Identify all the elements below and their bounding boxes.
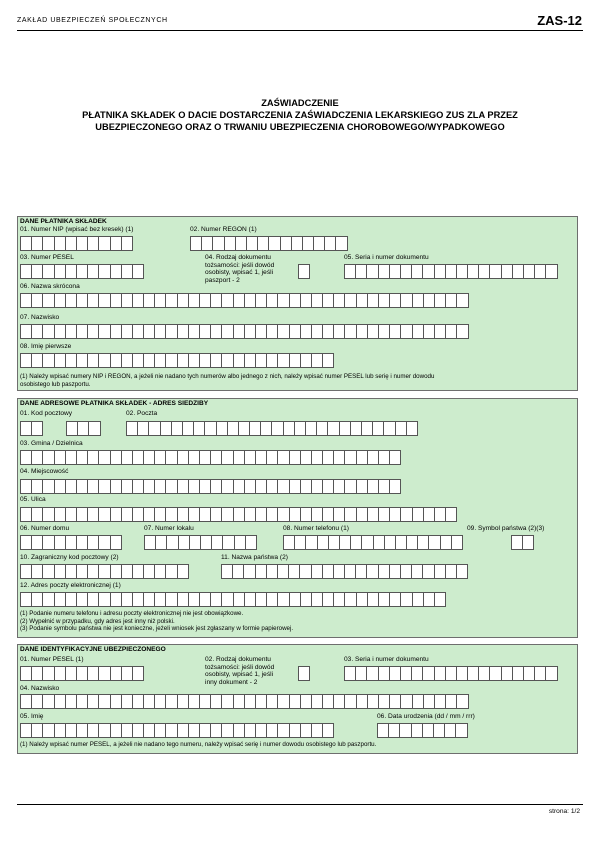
label-country-name: 11. Nazwa państwa (2) xyxy=(221,554,288,561)
section-title: DANE ADRESOWE PŁATNIKA SKŁADEK - ADRES SIEDZIBY xyxy=(20,400,209,407)
short-name-field[interactable] xyxy=(20,293,468,308)
label-phone: 08. Numer telefonu (1) xyxy=(283,525,349,532)
char-box[interactable] xyxy=(31,421,43,436)
footer-divider xyxy=(17,804,583,805)
label-insured-document-type: 02. Rodzaj dokumentu tożsamości: jeśli dowód osobisty, wpisać 1, jeśli inny dokument - 2 xyxy=(205,656,275,686)
label-first-name: 08. Imię pierwsze xyxy=(20,343,72,350)
document-type-field[interactable] xyxy=(298,264,309,279)
label-document-type: 04. Rodzaj dokumentu tożsamości: jeśli dowód osobisty, wpisać 1, jeśli paszport - 2 xyxy=(205,254,275,284)
char-box[interactable] xyxy=(121,236,133,251)
country-name-field[interactable] xyxy=(221,564,467,579)
label-insured-surname: 04. Nazwisko xyxy=(20,685,60,692)
char-box[interactable] xyxy=(298,264,310,279)
apartment-number-field[interactable] xyxy=(144,535,256,550)
insured-surname-field[interactable] xyxy=(20,694,468,709)
char-box[interactable] xyxy=(132,264,144,279)
label-insured-document-number: 03. Seria i numer dokumentu xyxy=(344,656,429,663)
label-foreign-postal-code: 10. Zagraniczny kod pocztowy (2) xyxy=(20,554,119,561)
institution-name: ZAKŁAD UBEZPIECZEŃ SPOŁECZNYCH xyxy=(17,17,168,24)
label-country-symbol: 09. Symbol państwa (2)(3) xyxy=(467,525,545,532)
email-field[interactable] xyxy=(20,592,445,607)
foreign-postal-code-field[interactable] xyxy=(20,564,188,579)
phone-field[interactable] xyxy=(283,535,462,550)
char-box[interactable] xyxy=(177,564,189,579)
label-surname: 07. Nazwisko xyxy=(20,314,60,321)
char-box[interactable] xyxy=(245,535,257,550)
label-document-number: 05. Seria i numer dokumentu xyxy=(344,254,429,261)
char-box[interactable] xyxy=(456,324,468,339)
char-box[interactable] xyxy=(88,421,100,436)
insured-first-name-field[interactable] xyxy=(20,723,333,738)
street-field[interactable] xyxy=(20,507,456,522)
char-box[interactable] xyxy=(545,666,557,681)
form-title xyxy=(17,97,583,133)
char-box[interactable] xyxy=(322,723,334,738)
label-regon: 02. Numer REGON (1) xyxy=(190,226,257,233)
char-box[interactable] xyxy=(455,723,467,738)
label-house-number: 06. Numer domu xyxy=(20,525,70,532)
label-post-office: 02. Poczta xyxy=(126,410,158,417)
char-box[interactable] xyxy=(456,564,468,579)
pesel-field[interactable] xyxy=(20,264,143,279)
char-box[interactable] xyxy=(110,535,122,550)
section-insured-person xyxy=(17,644,578,754)
insured-document-type-field[interactable] xyxy=(298,666,309,681)
nip-field[interactable] xyxy=(20,236,132,251)
char-box[interactable] xyxy=(298,666,310,681)
label-street: 05. Ulica xyxy=(20,496,46,503)
insured-document-number-field[interactable] xyxy=(344,666,557,681)
section-payer-address xyxy=(17,398,578,638)
char-box[interactable] xyxy=(132,666,144,681)
char-box[interactable] xyxy=(389,479,401,494)
char-box[interactable] xyxy=(406,421,418,436)
first-name-field[interactable] xyxy=(20,353,333,368)
char-box[interactable] xyxy=(522,535,534,550)
char-box[interactable] xyxy=(335,236,347,251)
section-payer-data xyxy=(17,216,578,391)
section2-footnotes: (1) Podanie numeru telefonu i adresu poczty elektronicznej nie jest obowiązkowe. (2) Wypełnić w przypadku, gdy adres jest inny niż polski. (3) Podanie symbolu państwa nie jest konieczne, jeżeli wniosek jest zgłaszany w formie papierowej. xyxy=(20,610,294,633)
label-nip: 01. Numer NIP (wpisać bez kresek) (1) xyxy=(20,226,134,233)
char-box[interactable] xyxy=(451,535,463,550)
title-line-1: ZAŚWIADCZENIE xyxy=(261,98,339,108)
birth-date-field[interactable] xyxy=(377,723,467,738)
label-birth-date: 06. Data urodzenia (dd / mm / rrr) xyxy=(377,713,475,720)
char-box[interactable] xyxy=(456,293,468,308)
label-pesel: 03. Numer PESEL xyxy=(20,254,74,261)
section1-footnote: (1) Należy wpisać numery NIP i REGON, a jeżeli nie nadano tych numerów albo jednego z nich, należy wpisać numer PESEL lub serię i numer dowodu osobistego lub paszportu. xyxy=(20,373,435,388)
surname-field[interactable] xyxy=(20,324,468,339)
char-box[interactable] xyxy=(389,450,401,465)
char-box[interactable] xyxy=(434,592,446,607)
country-symbol-field[interactable] xyxy=(511,535,533,550)
label-locality: 04. Miejscowość xyxy=(20,468,69,475)
postal-code-part1[interactable] xyxy=(20,421,42,436)
house-number-field[interactable] xyxy=(20,535,121,550)
insured-pesel-field[interactable] xyxy=(20,666,143,681)
title-line-2: PŁATNIKA SKŁADEK O DACIE DOSTARCZENIA ZAŚWIADCZENIA LEKARSKIEGO ZUS ZLA PRZEZ xyxy=(82,110,518,120)
char-box[interactable] xyxy=(322,353,334,368)
char-box[interactable] xyxy=(456,694,468,709)
post-office-field[interactable] xyxy=(126,421,417,436)
label-insured-first-name: 05. Imię xyxy=(20,713,44,720)
page-number: strona: 1/2 xyxy=(548,808,580,815)
char-box[interactable] xyxy=(545,264,557,279)
commune-field[interactable] xyxy=(20,450,400,465)
label-commune: 03. Gmina / Dzielnica xyxy=(20,440,83,447)
section3-footnote: (1) Należy wpisać numer PESEL, a jeżeli nie nadano tego numeru, należy wpisać serię i numer dowodu osobistego lub paszportu. xyxy=(20,741,377,748)
label-apartment-number: 07. Numer lokalu xyxy=(144,525,194,532)
char-box[interactable] xyxy=(445,507,457,522)
section-title: DANE PŁATNIKA SKŁADEK xyxy=(20,218,107,225)
label-insured-pesel: 01. Numer PESEL (1) xyxy=(20,656,84,663)
title-line-3: UBEZPIECZONEGO ORAZ O TRWANIU UBEZPIECZENIA CHOROBOWEGO/WYPADKOWEGO xyxy=(95,122,505,132)
label-email: 12. Adres poczty elektronicznej (1) xyxy=(20,582,121,589)
header-divider xyxy=(17,30,583,31)
label-postal-code: 01. Kod pocztowy xyxy=(20,410,73,417)
regon-field[interactable] xyxy=(190,236,347,251)
document-number-field[interactable] xyxy=(344,264,557,279)
label-short-name: 06. Nazwa skrócona xyxy=(20,283,80,290)
form-code: ZAS-12 xyxy=(537,13,582,28)
section-title: DANE IDENTYFIKACYJNE UBEZPIECZONEGO xyxy=(20,646,166,653)
locality-field[interactable] xyxy=(20,479,400,494)
postal-code-part2[interactable] xyxy=(66,421,100,436)
